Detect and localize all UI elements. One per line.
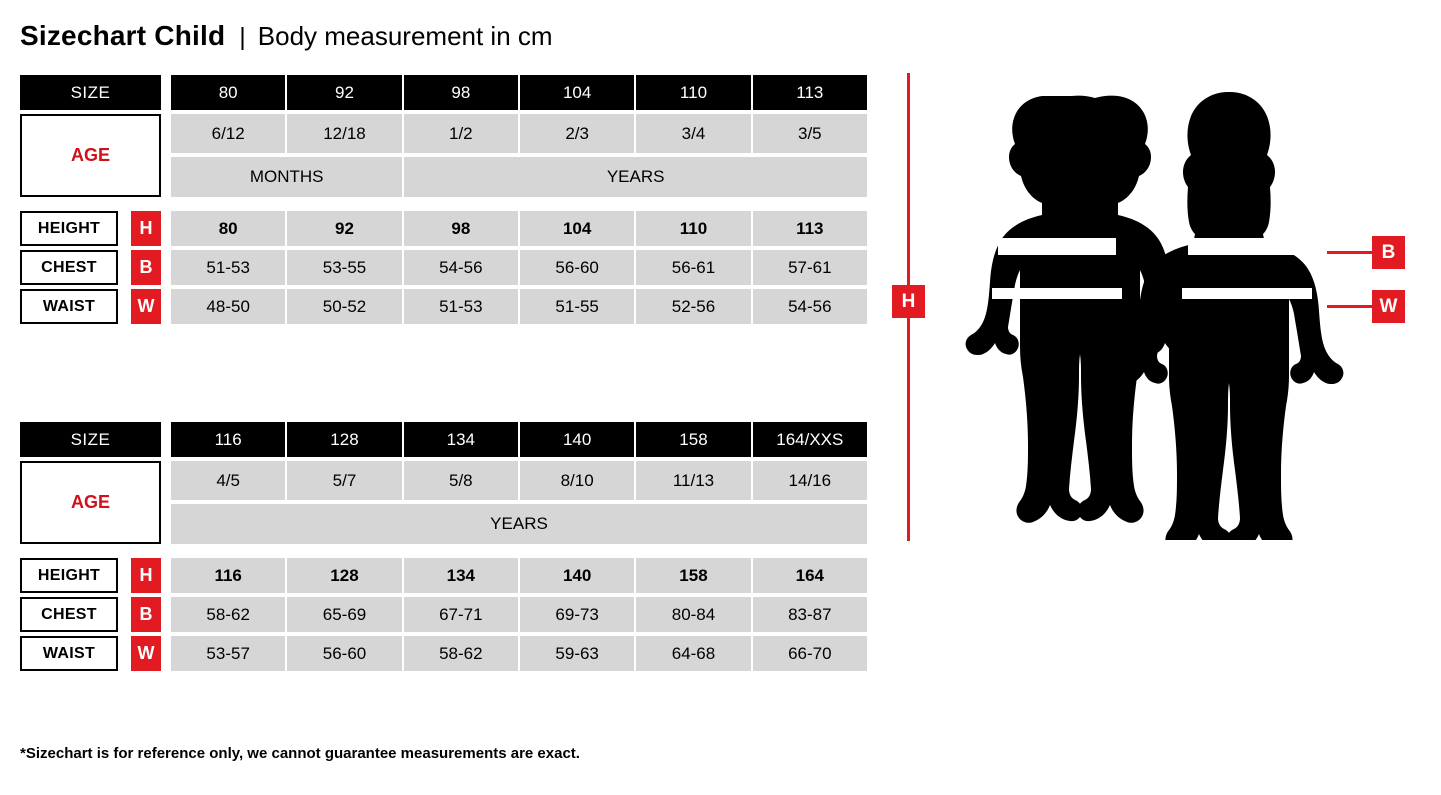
- size-label: SIZE: [20, 422, 161, 457]
- chest-cell: 69-73: [520, 597, 634, 632]
- size-cell: 140: [520, 422, 634, 457]
- age-label: AGE: [20, 114, 161, 197]
- boy-chest-band: [998, 238, 1116, 255]
- waist-cell: 59-63: [520, 636, 634, 671]
- height-cell: 140: [520, 558, 634, 593]
- chest-cell: 83-87: [753, 597, 867, 632]
- size-cell: 164/XXS: [753, 422, 867, 457]
- table-row-chest: [20, 250, 867, 285]
- waist-leader-line: [1327, 305, 1372, 308]
- waist-badge-figure: W: [1372, 290, 1405, 323]
- chest-cell: 51-53: [171, 250, 285, 285]
- footnote: *Sizechart is for reference only, we cannot guarantee measurements are exact.: [20, 745, 580, 762]
- waist-cells: [171, 289, 867, 324]
- title-subtitle: Body measurement in cm: [257, 21, 553, 51]
- label-spacer: [161, 211, 171, 246]
- boy-waist-band: [992, 288, 1122, 299]
- table-row-height: [20, 211, 867, 246]
- label-spacer: [161, 558, 171, 593]
- size-cell: 110: [636, 75, 750, 110]
- chest-cell: 56-61: [636, 250, 750, 285]
- table-row-waist: [20, 636, 867, 671]
- chest-cell: 53-55: [287, 250, 401, 285]
- height-cell: 116: [171, 558, 285, 593]
- age-cell: 3/4: [636, 114, 750, 153]
- title-separator: |: [239, 23, 246, 51]
- age-cell: 8/10: [520, 461, 634, 500]
- age-unit-cell: YEARS: [171, 504, 867, 544]
- table-row-age: [20, 114, 867, 197]
- label-spacer: [161, 75, 171, 110]
- age-units-row: [171, 157, 867, 198]
- row-gap: [20, 544, 867, 558]
- title-main: Sizechart Child: [20, 20, 226, 51]
- chest-cell: 67-71: [404, 597, 518, 632]
- waist-cells: [171, 636, 867, 671]
- chest-cell: 58-62: [171, 597, 285, 632]
- age-unit-cell: YEARS: [404, 157, 867, 197]
- waist-cell: 54-56: [753, 289, 867, 324]
- age-cell: 4/5: [171, 461, 285, 500]
- age-cell: 1/2: [404, 114, 518, 153]
- size-cell: 80: [171, 75, 285, 110]
- chest-cell: 80-84: [636, 597, 750, 632]
- height-badge: H: [131, 558, 161, 593]
- sizechart-table-large: [20, 422, 867, 671]
- waist-cell: 58-62: [404, 636, 518, 671]
- age-cell: 11/13: [636, 461, 750, 500]
- size-cell: 158: [636, 422, 750, 457]
- waist-cell: 51-55: [520, 289, 634, 324]
- chest-cells: [171, 250, 867, 285]
- age-cell: 6/12: [171, 114, 285, 153]
- table-row-chest: [20, 597, 867, 632]
- chest-badge-figure: B: [1372, 236, 1405, 269]
- size-cell: 104: [520, 75, 634, 110]
- row-gap: [20, 197, 867, 211]
- height-label: HEIGHT: [20, 211, 118, 246]
- age-values-row: [171, 114, 867, 154]
- waist-badge: W: [131, 289, 161, 324]
- waist-cell: 64-68: [636, 636, 750, 671]
- age-block: [171, 461, 867, 544]
- label-spacer: [161, 289, 171, 324]
- chest-badge: B: [131, 250, 161, 285]
- chest-label: CHEST: [20, 250, 118, 285]
- size-cell: 98: [404, 75, 518, 110]
- girl-chest-band: [1188, 238, 1306, 255]
- waist-label: WAIST: [20, 636, 118, 671]
- page-title: [20, 20, 553, 52]
- waist-cell: 48-50: [171, 289, 285, 324]
- age-values-row: [171, 461, 867, 501]
- height-cell: 113: [753, 211, 867, 246]
- size-cell: 92: [287, 75, 401, 110]
- height-cell: 110: [636, 211, 750, 246]
- waist-cell: 50-52: [287, 289, 401, 324]
- table-row-waist: [20, 289, 867, 324]
- age-cell: 3/5: [753, 114, 867, 153]
- height-badge: H: [131, 211, 161, 246]
- height-badge-figure: H: [892, 285, 925, 318]
- size-cell: 116: [171, 422, 285, 457]
- table-row-size: [20, 75, 867, 110]
- chest-leader-line: [1327, 251, 1372, 254]
- height-label: HEIGHT: [20, 558, 118, 593]
- size-cell: 134: [404, 422, 518, 457]
- size-cells: [171, 422, 867, 457]
- waist-cell: 52-56: [636, 289, 750, 324]
- girl-waist-band: [1182, 288, 1312, 299]
- label-spacer: [161, 636, 171, 671]
- label-spacer: [161, 461, 171, 544]
- chest-cells: [171, 597, 867, 632]
- sizechart-table-small: [20, 75, 867, 324]
- table-row-height: [20, 558, 867, 593]
- chest-cell: 57-61: [753, 250, 867, 285]
- label-spacer: [161, 422, 171, 457]
- height-cell: 98: [404, 211, 518, 246]
- age-cell: 5/7: [287, 461, 401, 500]
- table-row-size: [20, 422, 867, 457]
- chest-cell: 56-60: [520, 250, 634, 285]
- height-cell: 134: [404, 558, 518, 593]
- age-cell: 5/8: [404, 461, 518, 500]
- size-cell: 113: [753, 75, 867, 110]
- waist-label: WAIST: [20, 289, 118, 324]
- waist-cell: 66-70: [753, 636, 867, 671]
- label-spacer: [161, 597, 171, 632]
- chest-label: CHEST: [20, 597, 118, 632]
- size-label: SIZE: [20, 75, 161, 110]
- child-silhouettes-icon: [930, 60, 1350, 540]
- waist-cell: 53-57: [171, 636, 285, 671]
- waist-cell: 56-60: [287, 636, 401, 671]
- chest-cell: 54-56: [404, 250, 518, 285]
- age-cell: 14/16: [753, 461, 867, 500]
- age-block: [171, 114, 867, 197]
- height-cell: 104: [520, 211, 634, 246]
- label-spacer: [161, 114, 171, 197]
- chest-badge: B: [131, 597, 161, 632]
- age-unit-cell: MONTHS: [171, 157, 402, 197]
- measurement-illustration: [880, 60, 1425, 560]
- height-cells: [171, 211, 867, 246]
- height-cell: 92: [287, 211, 401, 246]
- chest-cell: 65-69: [287, 597, 401, 632]
- waist-badge: W: [131, 636, 161, 671]
- size-cells: [171, 75, 867, 110]
- height-cells: [171, 558, 867, 593]
- age-label: AGE: [20, 461, 161, 544]
- height-cell: 158: [636, 558, 750, 593]
- age-cell: 2/3: [520, 114, 634, 153]
- age-cell: 12/18: [287, 114, 401, 153]
- label-spacer: [161, 250, 171, 285]
- height-cell: 164: [753, 558, 867, 593]
- size-cell: 128: [287, 422, 401, 457]
- height-cell: 128: [287, 558, 401, 593]
- age-units-row: [171, 504, 867, 545]
- height-cell: 80: [171, 211, 285, 246]
- table-row-age: [20, 461, 867, 544]
- waist-cell: 51-53: [404, 289, 518, 324]
